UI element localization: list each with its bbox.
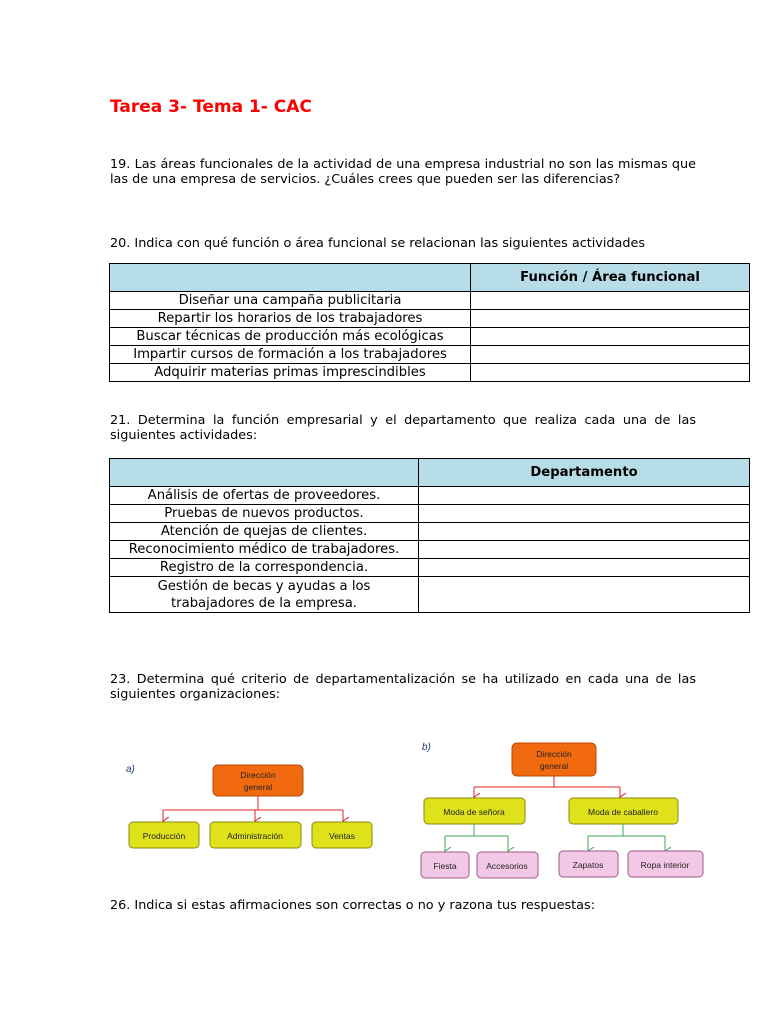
activity-cell: Pruebas de nuevos productos. <box>110 505 419 523</box>
table-row <box>110 559 750 577</box>
answer-cell[interactable] <box>419 577 750 613</box>
org-b-node-moda-senora <box>424 798 525 824</box>
table-row <box>110 505 750 523</box>
activity-cell: Impartir cursos de formación a los trabajadores <box>110 346 471 364</box>
org-b-connectors-top <box>474 776 620 797</box>
svg-text:Zapatos: Zapatos <box>572 860 604 870</box>
svg-text:Ropa interior: Ropa interior <box>640 860 690 870</box>
question-26: 26. Indica si estas afirmaciones son correctas o no y razona tus respuestas: <box>110 898 596 913</box>
answer-cell[interactable] <box>419 559 750 577</box>
svg-text:Fiesta: Fiesta <box>433 861 457 871</box>
org-a-node-produccion <box>129 822 199 848</box>
org-b-node-fiesta <box>421 852 469 878</box>
svg-text:Moda de señora: Moda de señora <box>443 807 505 817</box>
question-19: 19. Las áreas funcionales de la actividad de una empresa industrial no son las mismas que las de una empresa de servicios. ¿Cuáles crees que pueden ser las diferencias? <box>110 157 696 188</box>
answer-cell[interactable] <box>419 523 750 541</box>
answer-cell[interactable] <box>419 505 750 523</box>
svg-text:Moda de caballero: Moda de caballero <box>588 807 658 817</box>
answer-cell[interactable] <box>471 364 750 382</box>
org-b-top-line2: general <box>539 761 569 771</box>
answer-cell[interactable] <box>419 541 750 559</box>
org-b-label: b) <box>422 742 431 753</box>
table-row <box>110 487 750 505</box>
table-header-row <box>110 459 750 487</box>
answer-cell[interactable] <box>471 310 750 328</box>
table-row <box>110 292 750 310</box>
svg-text:Accesorios: Accesorios <box>486 861 528 871</box>
activity-cell: Adquirir materias primas imprescindibles <box>110 364 471 382</box>
table-header-empty <box>110 459 419 487</box>
org-charts-figure <box>100 735 710 885</box>
table-header-row <box>110 264 750 292</box>
activity-cell: Buscar técnicas de producción más ecológicas <box>110 328 471 346</box>
question-20: 20. Indica con qué función o área funcional se relacionan las siguientes actividades <box>110 236 646 251</box>
table-header-department: Departamento <box>419 459 750 487</box>
org-a-connectors <box>163 796 343 821</box>
table-row <box>110 577 750 613</box>
activity-cell: Gestión de becas y ayudas a los trabajadores de la empresa. <box>110 577 419 613</box>
question-23: 23. Determina qué criterio de departamentalización se ha utilizado en cada una de las siguientes organizaciones: <box>110 672 696 703</box>
org-a-top-line2: general <box>243 782 273 792</box>
org-a-label: a) <box>126 764 135 775</box>
org-b-top-line1: Dirección <box>536 749 572 759</box>
org-a-node-administracion <box>210 822 301 848</box>
activity-cell: Reconocimiento médico de trabajadores. <box>110 541 419 559</box>
table-row <box>110 523 750 541</box>
table-row <box>110 346 750 364</box>
answer-cell[interactable] <box>471 328 750 346</box>
org-a-node-ventas <box>312 822 372 848</box>
activity-cell: Diseñar una campaña publicitaria <box>110 292 471 310</box>
answer-cell[interactable] <box>471 292 750 310</box>
table-header-empty <box>110 264 471 292</box>
org-b-top-box <box>512 743 596 776</box>
org-a-top-line1: Dirección <box>240 770 276 780</box>
table-row <box>110 310 750 328</box>
org-b-node-moda-caballero <box>569 798 678 824</box>
svg-text:Producción: Producción <box>142 831 186 841</box>
activities-department-table <box>109 458 750 613</box>
table-row <box>110 328 750 346</box>
org-a-top-box <box>213 765 303 796</box>
svg-text:Ventas: Ventas <box>329 831 355 841</box>
answer-cell[interactable] <box>419 487 750 505</box>
activities-function-table <box>109 263 750 382</box>
activity-cell: Atención de quejas de clientes. <box>110 523 419 541</box>
org-b-connectors-bottom <box>445 824 665 851</box>
org-b-node-accesorios <box>477 852 538 878</box>
table-header-function: Función / Área funcional <box>471 264 750 292</box>
svg-text:Administración: Administración <box>227 831 283 841</box>
org-b-node-zapatos <box>559 851 618 877</box>
activity-cell: Repartir los horarios de los trabajadores <box>110 310 471 328</box>
question-21: 21. Determina la función empresarial y el departamento que realiza cada una de las siguientes actividades: <box>110 413 696 444</box>
page-title: Tarea 3- Tema 1- CAC <box>110 97 312 117</box>
org-b-node-ropa-interior <box>628 851 703 877</box>
activity-cell: Análisis de ofertas de proveedores. <box>110 487 419 505</box>
table-row <box>110 364 750 382</box>
answer-cell[interactable] <box>471 346 750 364</box>
activity-cell: Registro de la correspondencia. <box>110 559 419 577</box>
table-row <box>110 541 750 559</box>
